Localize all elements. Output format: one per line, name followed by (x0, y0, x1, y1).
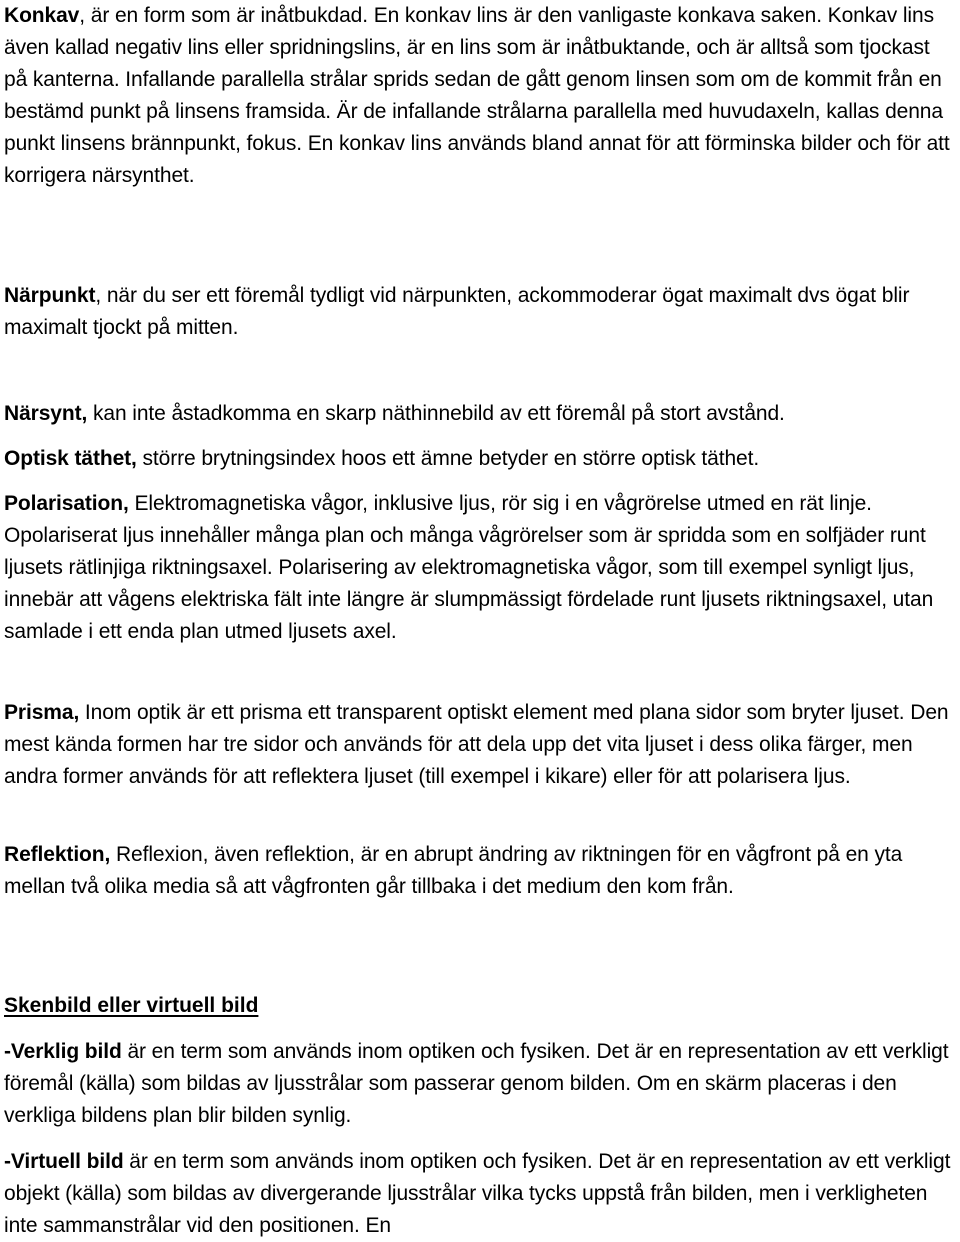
term-polarisation: Polarisation, (4, 492, 129, 515)
text-polarisation: Elektromagnetiska vågor, inklusive ljus, rör sig i en vågrörelse utmed en rät linje. Opolariserat ljus innehåller många plan och många vågrörelser som är spridda som en solfjäder runt ljusets rätlinjiga riktningsaxel. Polarisering av elektromagnetiska vågor, som till exempel synligt ljus, innebär att vågens elektriska fält inte längre är slumpmässigt fördelade runt ljusets riktningsaxel, utan samlade i ett enda plan utmed ljusets axel. (4, 492, 934, 643)
paragraph-reflektion (4, 839, 956, 903)
paragraph-verklig-bild (4, 1036, 956, 1132)
text-optisk-tathet: större brytningsindex hoos ett ämne betyder en större optisk täthet. (136, 447, 760, 470)
text-narpunkt: , när du ser ett föremål tydligt vid närpunkten, ackommoderar ögat maximalt dvs ögat blir maximalt tjockt på mitten. (4, 284, 910, 339)
term-virtuell-bild: -Virtuell bild (4, 1150, 124, 1173)
paragraph-prisma (4, 697, 956, 793)
term-prisma: Prisma, (4, 701, 80, 724)
text-reflektion: Reflexion, även reflektion, är en abrupt ändring av riktningen för en vågfront på en yta mellan två olika media så att vågfronten går tillbaka i det medium den kom från. (4, 843, 903, 898)
term-reflektion: Reflektion, (4, 843, 111, 866)
paragraph-virtuell-bild (4, 1146, 956, 1242)
text-prisma: Inom optik är ett prisma ett transparent optiskt element med plana sidor som bryter ljuset. Den mest kända formen har tre sidor och används för att dela upp det vita ljuset i dess olika färger, men andra former används för att reflektera ljuset (till exempel i kikare) eller för att polarisera ljus. (4, 701, 949, 788)
paragraph-polarisation (4, 488, 956, 648)
paragraph-optisk-tathet (4, 443, 956, 475)
term-konkav: Konkav (4, 4, 80, 27)
term-narpunkt: Närpunkt (4, 284, 96, 307)
text-narsynt: kan inte åstadkomma en skarp näthinnebild av ett föremål på stort avstånd. (87, 402, 785, 425)
text-verklig-bild: är en term som används inom optiken och fysiken. Det är en representation av ett verkligt föremål (källa) som bildas av ljusstrålar som passerar genom bilden. Om en skärm placeras i den verkliga bildens plan blir bilden synlig. (4, 1040, 949, 1127)
term-narsynt: Närsynt, (4, 402, 88, 425)
term-optisk-tathet: Optisk täthet, (4, 447, 137, 470)
text-konkav: , är en form som är inåtbukdad. En konkav lins är den vanligaste konkava saken. Konkav lins även kallad negativ lins eller spridningslins, är en lins som är inåtbuktande, och är alltså som tjockast på kanterna. Infallande parallella strålar sprids sedan de gått genom linsen som om de kommit från en bestämd punkt på linsens framsida. Är de infallande strålarna parallella med huvudaxeln, kallas denna punkt linsens brännpunkt, fokus. En konkav lins används bland annat för att förminska bilder och för att korrigera närsynthet. (4, 4, 950, 187)
term-verklig-bild: -Verklig bild (4, 1040, 122, 1063)
text-virtuell-bild: är en term som används inom optiken och fysiken. Det är en representation av ett verkligt objekt (källa) som bildas av divergerande ljusstrålar vilka tycks uppstå från bilden, men i verkligheten inte sammanstrålar vid den positionen. En (4, 1150, 951, 1237)
paragraph-narsynt (4, 398, 956, 430)
paragraph-narpunkt (4, 280, 956, 344)
paragraph-konkav (4, 0, 956, 192)
section-heading: Skenbild eller virtuell bild (4, 994, 259, 1017)
